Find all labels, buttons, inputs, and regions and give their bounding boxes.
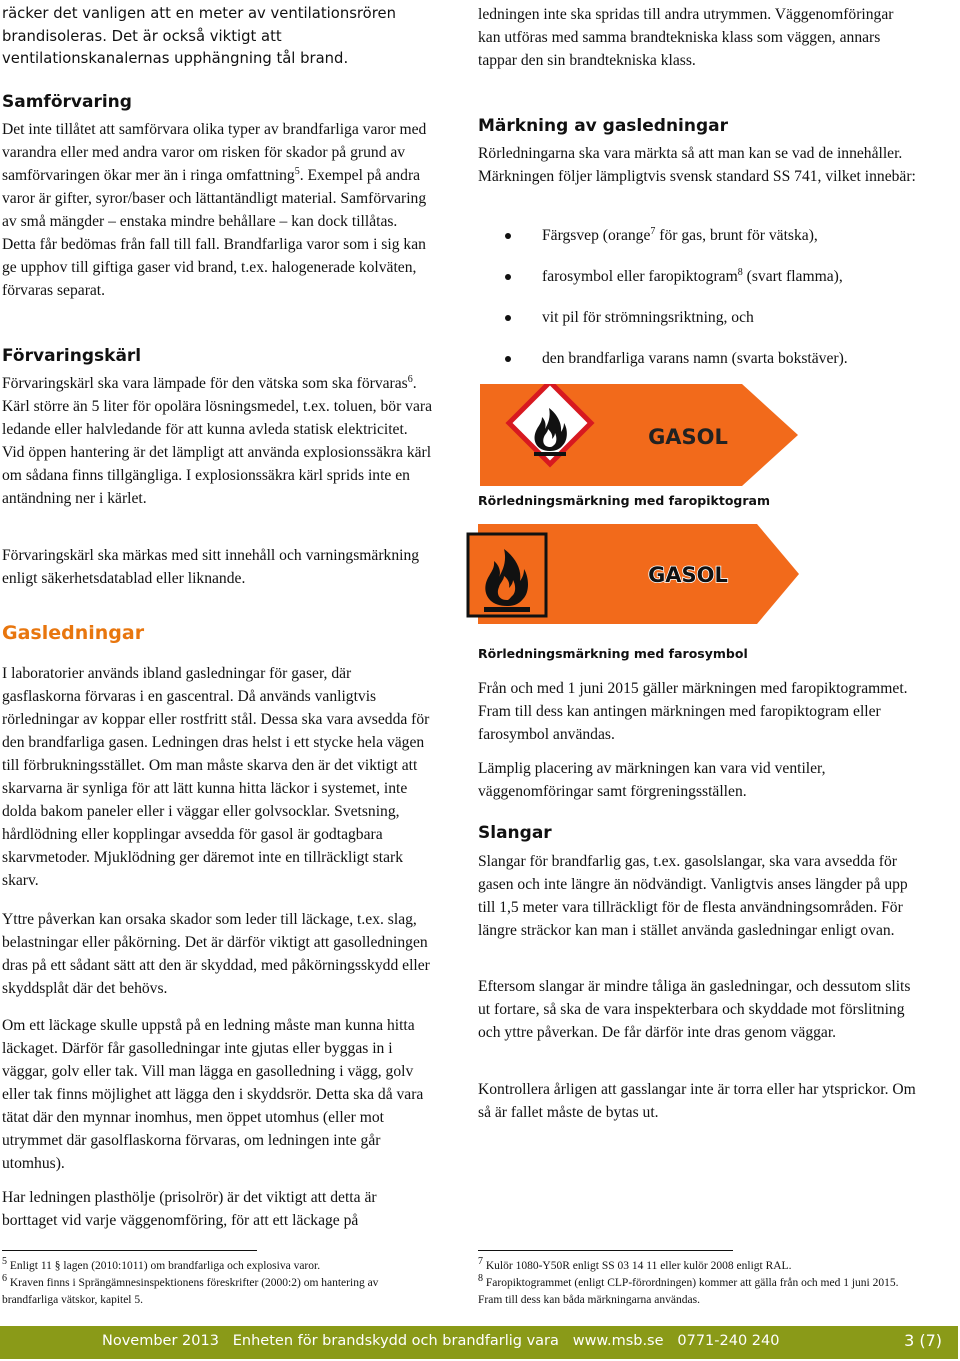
- bullet-icon: [505, 233, 511, 239]
- list-item: vit pil för strömningsriktning, och: [478, 306, 930, 329]
- list-item: Färgsvep (orange$^7$ för gas, brunt för vätska),: [478, 224, 930, 247]
- intro-paragraph: räcker det vanligen att en meter av ventilationsrören brandisoleras. Det är också viktigt att ventilationskanalernas upphängning tål brand.: [2, 5, 396, 67]
- gasledningar-heading: Gasledningar: [2, 622, 145, 644]
- sign2-caption: Rörledningsmärkning med farosymbol: [478, 646, 748, 661]
- gasledningar-paragraph-2: Yttre påverkan kan orsaka skador som leder till läckage, t.ex. slag, belastningar eller påkörning. Det är därför viktigt att gasolledningen dras på ett sådant sätt att den är skyddad, med påkörningsskydd eller skyddsplåt där det behövs.: [2, 911, 430, 997]
- footnote-8: $^8$ Faropiktogrammet (enligt CLP-förordningen) kommer att gälla från och med 1 juni 2015. Fram till dess kan båda märkningarna användas.: [478, 1273, 899, 1306]
- markning-paragraph-2: Från och med 1 juni 2015 gäller märkningen med faropiktogrammet. Fram till dess kan antingen märkningen med faropiktogram eller farosymbol användas.: [478, 680, 908, 743]
- list-item: farosymbol eller faropiktogram$^8$ (svart flamma),: [478, 265, 930, 288]
- sign2-gasol-label: GASOL: [648, 563, 728, 587]
- page-number: 3 (7): [904, 1331, 942, 1350]
- slangar-heading: Slangar: [478, 823, 552, 843]
- hazard-symbol-group: [452, 524, 772, 624]
- footnote-5: $^5$ Enligt 11 § lagen (2010:1011) om brandfarliga och explosiva varor.: [2, 1256, 321, 1272]
- bullet-icon: [505, 356, 511, 362]
- markning-paragraph-1: Rörledningarna ska vara märkta så att man kan se vad de innehåller. Märkningen följer lämpligtvis svensk standard SS 741, vilket innebär:: [478, 145, 916, 185]
- samforvaring-heading: Samförvaring: [2, 92, 132, 112]
- markning-list: [478, 224, 930, 370]
- footer-text: November 2013 Enheten för brandskydd och brandfarlig vara www.msb.se 0771-240 240: [102, 1333, 780, 1349]
- gasledningar-paragraph-4: Har ledningen plasthölje (prisolrör) är det viktigt att detta är borttaget vid varje väggenomföring, för att ett läckage på: [2, 1189, 377, 1229]
- slangar-paragraph-1: Slangar för brandfarlig gas, t.ex. gasolslangar, ska vara avsedda för gasen och inte längre än nödvändigt. Vanligtvis anses längder på upp till 1,5 meter vara tillräckligt för de flesta användningsområden. För längre sträckor kan man i stället använda gasledningar enligt ovan.: [478, 853, 908, 939]
- sign1-gasol-label: GASOL: [648, 425, 728, 449]
- page-footer: [0, 1326, 958, 1359]
- samforvaring-paragraph: Det inte tillåtet att samförvara olika typer av brandfarliga varor med varandra eller med andra varor om risken för skador på grund av samförvaringen ökar mer än i ringa omfattning$^5$. Exempel på andra varor är gifter, syror/baser och lättantändligt material. Samförvaring av små mängder – enstaka mindre behållare – kan dock tillåtas. Detta får bedömas från fall till fall. Brandfarliga varor som i sig kan ge upphov till giftiga gaser vid brand, t.ex. halogenerade kolväten, förvaras separat.: [2, 121, 427, 299]
- slangar-paragraph-3: Kontrollera årligen att gasslangar inte är torra eller har ytsprickor. Om så är fallet måste de bytas ut.: [478, 1081, 916, 1121]
- footnote-7: $^7$ Kulör 1080-Y50R enligt SS 03 14 11 eller kulör 2008 enligt RAL.: [478, 1256, 792, 1272]
- markning-heading: Märkning av gasledningar: [478, 116, 729, 136]
- sign1-caption: Rörledningsmärkning med faropiktogram: [478, 493, 770, 508]
- pipe-marking-pictogram: [480, 384, 800, 486]
- footnotes-left: [2, 1258, 432, 1309]
- footnote-divider: [2, 1250, 257, 1251]
- slangar-paragraph-2: Eftersom slangar är mindre tåliga än gasledningar, och dessutom slits ut fortare, så ska de vara inspekterbara och skyddade mot förslitning och yttre påverkan. De får därför inte dras genom väggar.: [478, 978, 911, 1041]
- forvaringskarl-paragraph-2: Förvaringskärl ska märkas med sitt innehåll och varningsmärkning enligt säkerhetsdatablad eller liknande.: [2, 547, 420, 587]
- forvaringskarl-heading: Förvaringskärl: [2, 346, 142, 366]
- footnotes-right: [478, 1258, 908, 1309]
- bullet-icon: [505, 315, 511, 321]
- gasledningar-paragraph-3: Om ett läckage skulle uppstå på en ledning måste man kunna hitta läckaget. Därför får gasolledningar inte gjutas eller byggas in i väggar, golv eller tak. Vill man lägga en gasolledning i vägg, golv eller tak finns möjlighet att lägga den i skyddsrör. Detta ska då vara tätat där den mynnar inomhus, men öppet utomhus (eller mot utrymmet där gasolflaskorna förvaras, om ledningen inte går utomhus).: [2, 1017, 424, 1172]
- footnote-divider: [478, 1250, 733, 1251]
- list-item: den brandfarliga varans namn (svarta bokstäver).: [478, 347, 930, 370]
- bullet-icon: [505, 274, 511, 280]
- footnote-6: $^6$ Kraven finns i Sprängämnesinspektionens föreskrifter (2000:2) om hantering av brandfarliga vätskor, kapitel 5.: [2, 1273, 379, 1306]
- right-intro-paragraph: ledningen inte ska spridas till andra utrymmen. Väggenomföringar kan utföras med samma brandtekniska klass som väggen, annars tappar den sin brandtekniska klass.: [478, 6, 894, 69]
- gasledningar-paragraph-1: I laboratorier används ibland gasledningar för gaser, där gasflaskorna förvaras i en gascentral. Då används vanligtvis rörledningar av koppar eller rostfritt stål. Dessa ska vara avsedda för den brandfarliga gasen. Ledningen dras helst i ett stycke hela vägen till förbrukningsstället. Om man måste skarva den är det viktigt att skarvarna är synliga för att lätt kunna hitta läckor i systemet, inte dolda bakom paneler eller i väggar eller golvsocklar. Svetsning, hårdlödning eller kopplingar avsedda för gasol är godtagbara skarvmetoder. Mjuklödning ger däremot inte en tillräckligt stark skarv.: [2, 665, 430, 889]
- markning-paragraph-3: Lämplig placering av märkningen kan vara vid ventiler, väggenomföringar samt förgreningsställen.: [478, 760, 826, 800]
- forvaringskarl-paragraph-1: Förvaringskärl ska vara lämpade för den vätska som ska förvaras$^6$. Kärl större än 5 liter för opolära lösningsmedel, t.ex. toluen, bör vara ledande eller halvledande för att kunna avleda statisk elektricitet. Vid öppen hantering är det lämpligt att använda explosionssäkra kärl om sådana finns tillgängliga. I explosionssäkra kärl sprids inte en antändning ner i kärlet.: [2, 373, 432, 507]
